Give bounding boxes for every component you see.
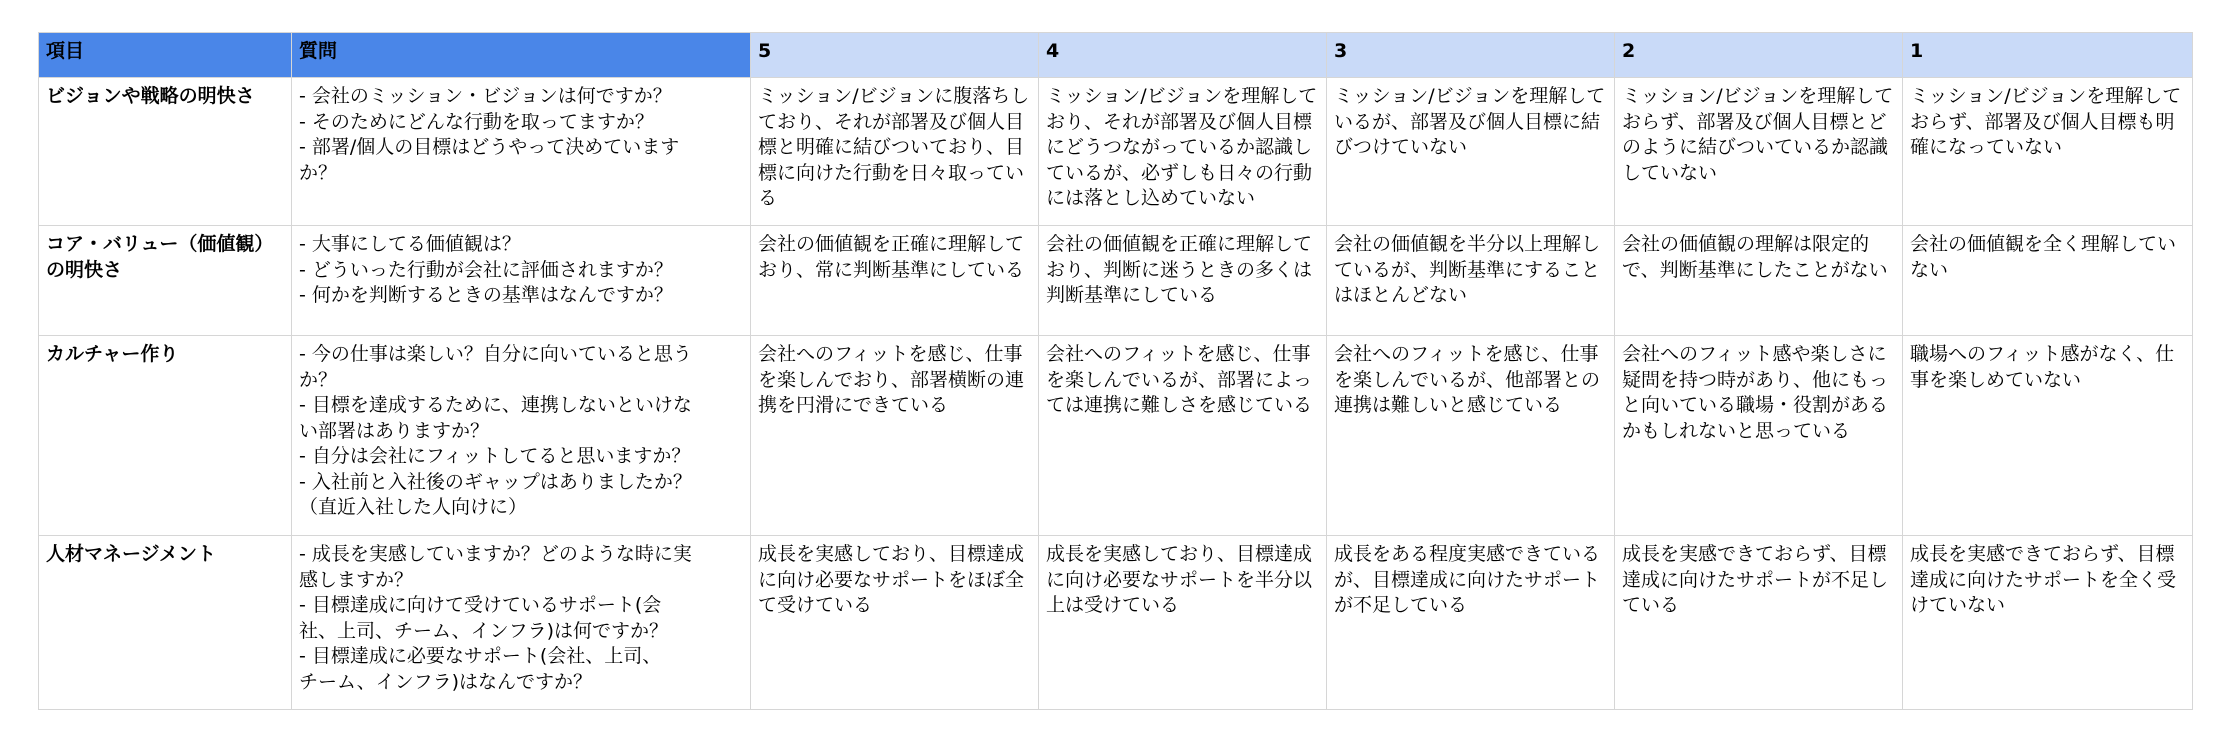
score-5-cell[interactable]: ミッション/ビジョンに腹落ちしており、それが部署及び個人目標と明確に結びついており、目標に向けた行動を日々取っている (751, 78, 1039, 226)
score-2-cell[interactable]: ミッション/ビジョンを理解しておらず、部署及び個人目標とどのように結びついているか認識していない (1615, 78, 1903, 226)
score-4-cell[interactable]: 会社へのフィットを感じ、仕事を楽しんでいるが、部署によっては連携に難しさを感じている (1039, 336, 1327, 536)
evaluation-sheet (38, 32, 2193, 710)
score-1-cell[interactable]: ミッション/ビジョンを理解しておらず、部署及び個人目標も明確になっていない (1903, 78, 2193, 226)
score-3-cell[interactable]: 会社の価値観を半分以上理解しているが、判断基準にすることはほとんどない (1327, 226, 1615, 336)
header-row (39, 33, 2193, 78)
score-3-cell[interactable]: 成長をある程度実感できているが、目標達成に向けたサポートが不足している (1327, 536, 1615, 710)
score-2-cell[interactable]: 会社へのフィット感や楽しさに疑問を持つ時があり、他にもっと向いている職場・役割があるかもしれないと思っている (1615, 336, 1903, 536)
score-2-cell[interactable]: 成長を実感できておらず、目標達成に向けたサポートが不足している (1615, 536, 1903, 710)
score-1-cell[interactable]: 会社の価値観を全く理解していない (1903, 226, 2193, 336)
score-1-cell[interactable]: 職場へのフィット感がなく、仕事を楽しめていない (1903, 336, 2193, 536)
header-question[interactable]: 質問 (292, 33, 751, 78)
score-4-cell[interactable]: 会社の価値観を正確に理解しており、判断に迷うときの多くは判断基準にしている (1039, 226, 1327, 336)
item-cell[interactable]: コア・バリュー（価値観）の明快さ (39, 226, 292, 336)
question-cell[interactable]: - 会社のミッション・ビジョンは何ですか？ - そのためにどんな行動を取ってますか？ - 部署/個人の目標はどうやって決めています か？ (292, 78, 751, 226)
score-5-cell[interactable]: 会社の価値観を正確に理解しており、常に判断基準にしている (751, 226, 1039, 336)
score-2-cell[interactable]: 会社の価値観の理解は限定的で、判断基準にしたことがない (1615, 226, 1903, 336)
table-row (39, 226, 2193, 336)
question-cell[interactable]: - 大事にしてる価値観は？ - どういった行動が会社に評価されますか？ - 何かを判断するときの基準はなんですか？ (292, 226, 751, 336)
score-5-cell[interactable]: 会社へのフィットを感じ、仕事を楽しんでおり、部署横断の連携を円滑にできている (751, 336, 1039, 536)
score-4-cell[interactable]: ミッション/ビジョンを理解しており、それが部署及び個人目標にどうつながっているか認識しているが、必ずしも日々の行動には落とし込めていない (1039, 78, 1327, 226)
score-4-cell[interactable]: 成長を実感しており、目標達成に向け必要なサポートを半分以上は受けている (1039, 536, 1327, 710)
score-3-cell[interactable]: ミッション/ビジョンを理解しているが、部署及び個人目標に結びつけていない (1327, 78, 1615, 226)
header-score-2[interactable]: 2 (1615, 33, 1903, 78)
item-cell[interactable]: 人材マネージメント (39, 536, 292, 710)
header-score-3[interactable]: 3 (1327, 33, 1615, 78)
score-1-cell[interactable]: 成長を実感できておらず、目標達成に向けたサポートを全く受けていない (1903, 536, 2193, 710)
table-row (39, 536, 2193, 710)
item-cell[interactable]: ビジョンや戦略の明快さ (39, 78, 292, 226)
question-cell[interactable]: - 今の仕事は楽しい？自分に向いていると思う か？ - 目標を達成するために、連携しないといけな い部署はありますか？ - 自分は会社にフィットしてると思いますか？ - 入社前と入社後のギャップはありましたか？ （直近入社した人向けに） (292, 336, 751, 536)
table-row (39, 78, 2193, 226)
header-item[interactable]: 項目 (39, 33, 292, 78)
evaluation-table (38, 32, 2193, 710)
header-score-4[interactable]: 4 (1039, 33, 1327, 78)
item-cell[interactable]: カルチャー作り (39, 336, 292, 536)
question-cell[interactable]: - 成長を実感していますか？どのような時に実 感しますか？ - 目標達成に向けて受けているサポート(会 社、上司、チーム、インフラ)は何ですか？ - 目標達成に必要なサポート(会社、上司、 チーム、インフラ)はなんですか？ (292, 536, 751, 710)
table-row (39, 336, 2193, 536)
score-5-cell[interactable]: 成長を実感しており、目標達成に向け必要なサポートをほぼ全て受けている (751, 536, 1039, 710)
score-3-cell[interactable]: 会社へのフィットを感じ、仕事を楽しんでいるが、他部署との連携は難しいと感じている (1327, 336, 1615, 536)
header-score-1[interactable]: 1 (1903, 33, 2193, 78)
header-score-5[interactable]: 5 (751, 33, 1039, 78)
